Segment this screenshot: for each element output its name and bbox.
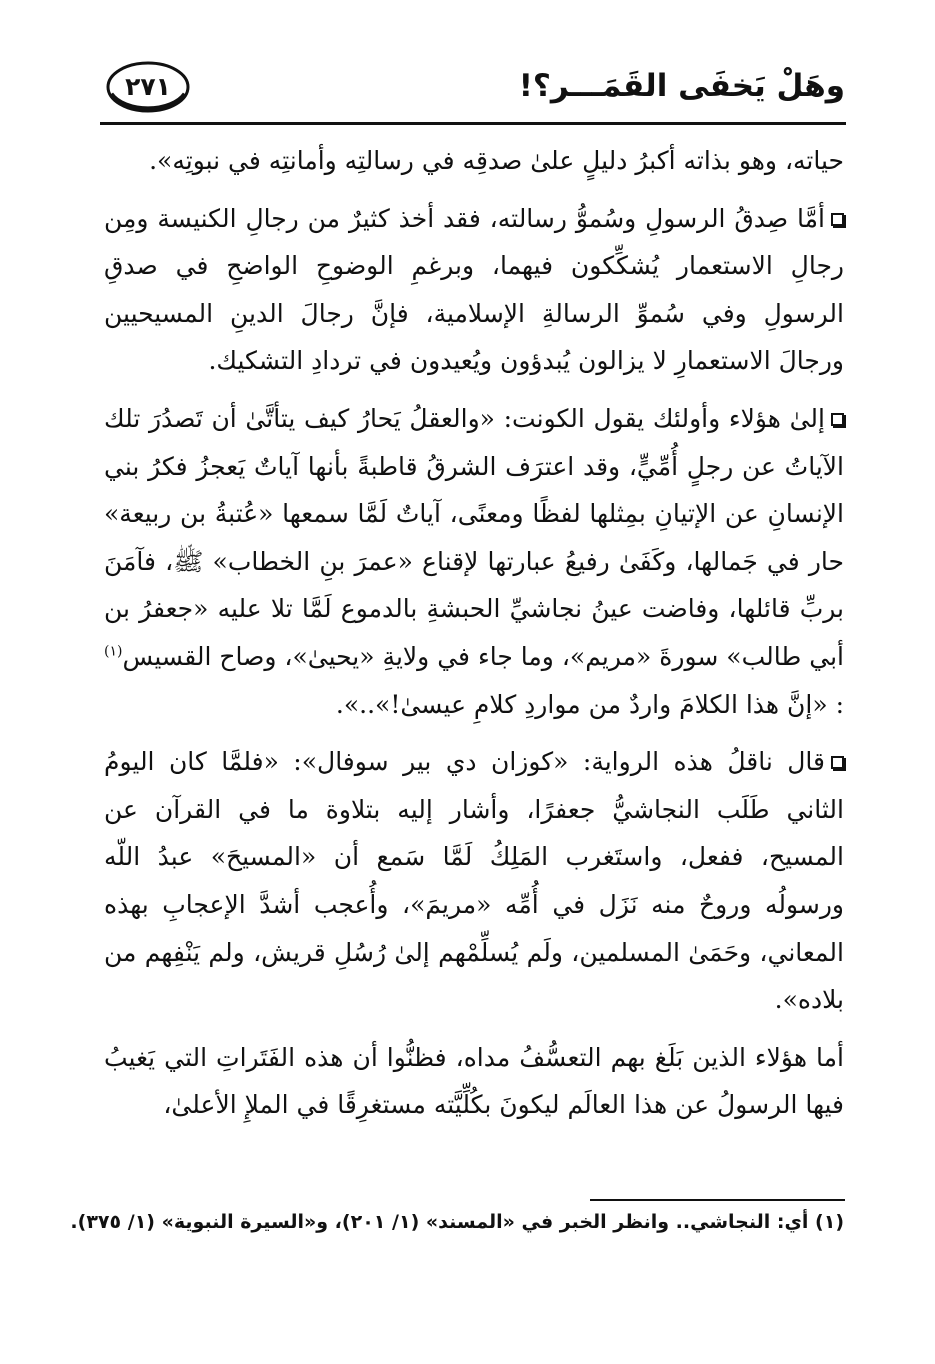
paragraph-4-text: قال ناقلُ هذه الرواية: «كوزان دي بير سوفال»: «فلمَّا كان اليومُ الثاني طَلَب النجاشيُّ جعفرًا، وأشار إليه بتلاوة ما في القرآن عن المسيح، ففعل، واستَغرب المَلِكُ لَمَّا سَمع أن «المسيحَ» عبدُ اللّه ورسولُه وروحٌ منه نَزَل في أُمِّه «مريمَ»، وأُعجب أشدَّ الإعجابِ بهذه المعاني، وحَمَىٰ المسلمين، ولَم يُسلِّمْهم إلىٰ رُسُلِ قريش، ولم يَنْفِهم من بلاده». <box>104 747 844 1015</box>
square-bullet-icon <box>831 213 844 226</box>
footnote-divider <box>590 1199 845 1201</box>
main-text <box>104 137 844 1139</box>
square-bullet-icon <box>831 756 844 769</box>
paragraph-2-text: أمَّا صِدقُ الرسولِ وسُموُّ رسالته، فقد أخذ كثيرٌ من رجالِ الكنيسة ومِن رجالِ الاستعمار يُشكِّكون فيهما، وبرغمِ الوضوحِ الواضحِ في صدقِ الرسولِ وفي سُموِّ الرسالةِ الإسلامية، فإنَّ رجالَ الدينِ المسيحيين ورجالَ الاستعمارِ لا يزالون يُبدؤون ويُعيدون في تردادِ التشكيك. <box>104 203 844 376</box>
page-header <box>100 58 845 118</box>
square-bullet-icon <box>831 413 844 426</box>
paragraph-3 <box>104 395 844 728</box>
paragraph-1 <box>104 137 844 185</box>
paragraph-5-text: أما هؤلاء الذين بَلَغ بهم التعسُّفُ مداه، فظنُّوا أن هذه الفَتَراتِ التي يَغيبُ فيها الرسولُ عن هذا العالَم ليكونَ بكُلِّيَّته مستغرِقًا في الملإِ الأعلىٰ، <box>104 1042 844 1120</box>
running-title: وهَلْ يَخفَى القَمَـــر؟! <box>518 68 845 104</box>
paragraph-4 <box>104 738 844 1024</box>
paragraph-5 <box>104 1034 844 1129</box>
page-number-badge <box>105 60 191 114</box>
header-divider <box>100 122 846 125</box>
paragraph-2 <box>104 195 844 385</box>
paragraph-3-text-end: : «إنَّ هذا الكلامَ واردٌ من مواردِ كلامِ عيسىٰ!»..». <box>335 689 844 719</box>
paragraph-3-text: إلىٰ هؤلاء وأولئك يقول الكونت: «والعقلُ يَحارُ كيف يتأتَّىٰ أن تَصدُرَ تلك الآياتُ عن رجلٍ أُمِّيٍّ، وقد اعترَف الشرقُ قاطبةً بأنها آياتٌ يَعجزُ فكرُ بني الإنسانِ عن الإتيانِ بمِثلها لفظًا ومعنًى، آياتٌ لَمَّا سمعها «عُتبةُ بن ربيعة» حار في جَمالها، وكَفَىٰ رفيعُ عبارتها لإقناع «عمرَ بنِ الخطاب» ﷺ، فآمَنَ بربِّ قائلها، وفاضت عينُ نجاشيِّ الحبشةِ بالدموع لَمَّا تلا عليه «جعفرُ بن أبي طالب» سورةَ «مريم»، وما جاء في ولايةِ «يحيىٰ»، وصاح القسيس <box>104 403 844 671</box>
footnote-reference[interactable]: (١) <box>104 643 123 660</box>
footnote: (١) أي: النجاشي.. وانظر الخبر في «المسند» (١/ ٢٠١)، و«السيرة النبوية» (١/ ٣٧٥). <box>70 1211 844 1233</box>
paragraph-1-text: حياته، وهو بذاته أكبرُ دليلٍ علىٰ صدقِه في رسالتِه وأمانتِه في نبوتِه». <box>149 146 844 175</box>
page-number: ٢٧١ <box>125 72 171 101</box>
